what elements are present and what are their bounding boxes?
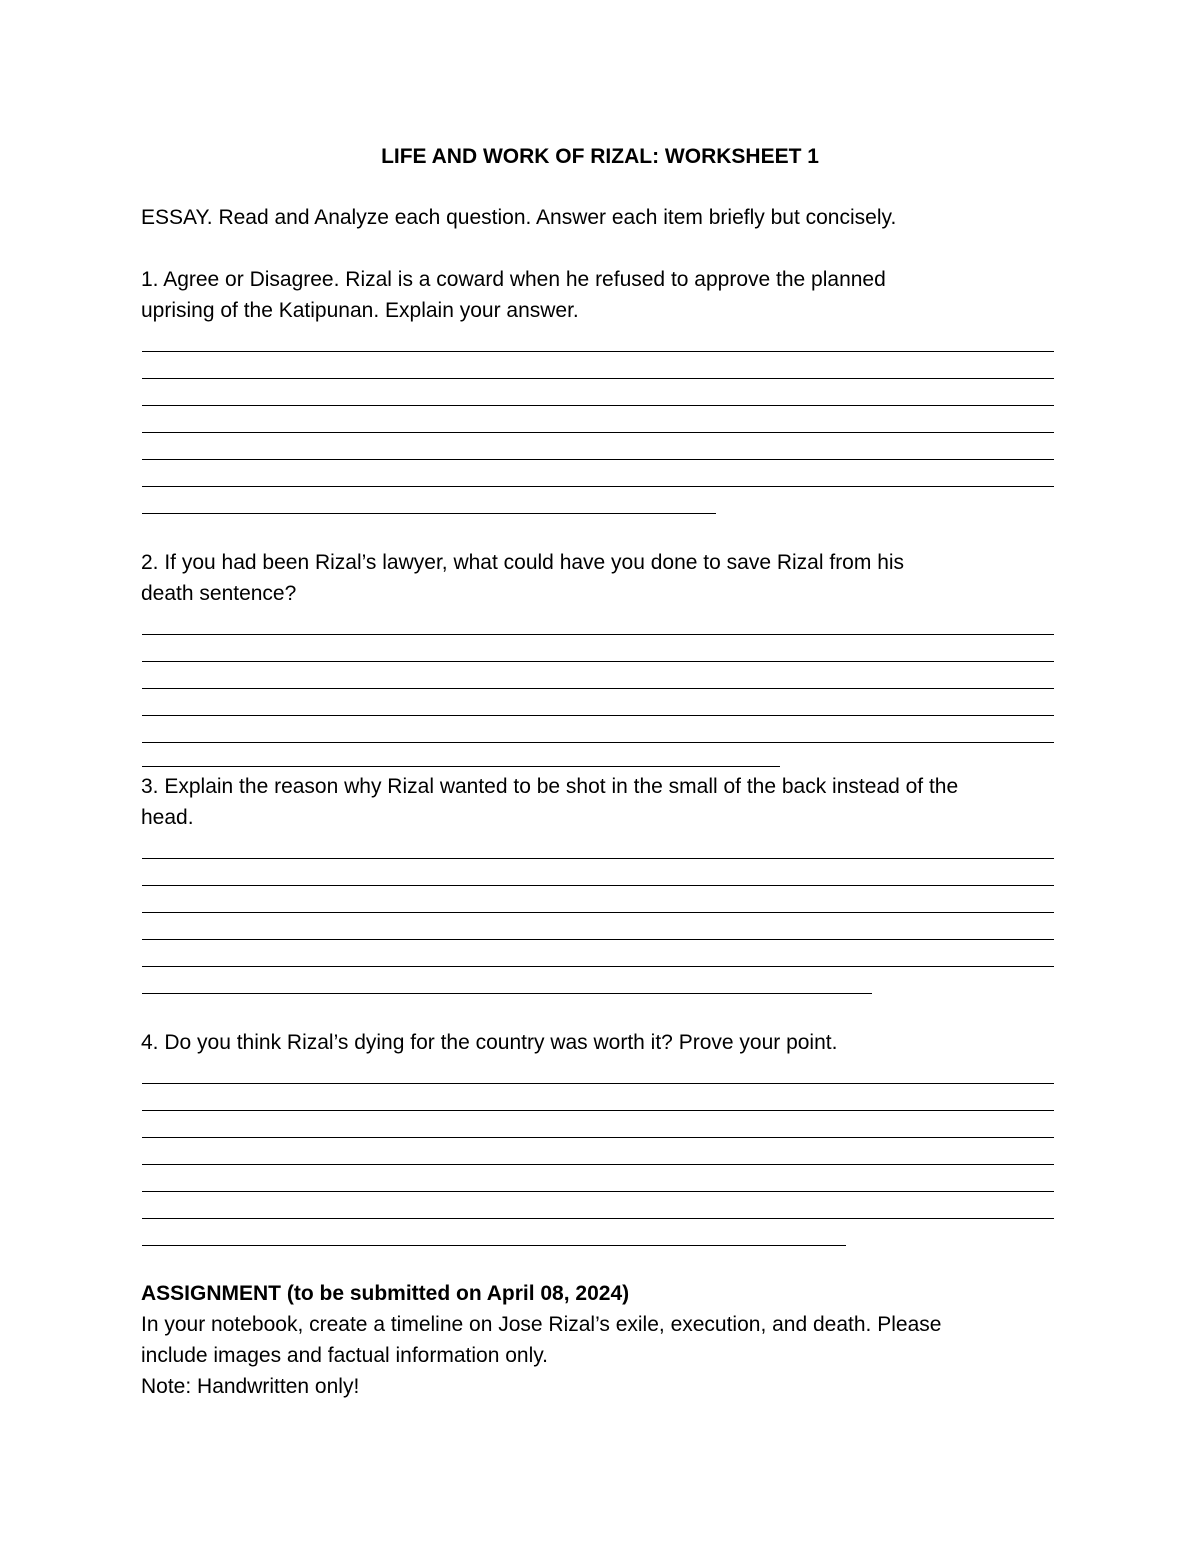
question-1-line-1: 1. Agree or Disagree. Rizal is a coward when he refused to approve the planned xyxy=(141,268,886,291)
answer-line-1-1[interactable] xyxy=(142,351,1054,352)
answer-line-2-4[interactable] xyxy=(142,715,1054,716)
answer-line-4-4[interactable] xyxy=(142,1164,1054,1165)
answer-line-1-6[interactable] xyxy=(142,486,1054,487)
worksheet-title: LIFE AND WORK OF RIZAL: WORKSHEET 1 xyxy=(381,145,819,168)
answer-line-1-7[interactable] xyxy=(142,513,716,514)
answer-line-3-2[interactable] xyxy=(142,885,1054,886)
question-4-line-1: 4. Do you think Rizal’s dying for the country was worth it? Prove your point. xyxy=(141,1031,838,1054)
answer-line-2-5[interactable] xyxy=(142,742,1054,743)
answer-line-4-7[interactable] xyxy=(142,1245,846,1246)
answer-line-3-5[interactable] xyxy=(142,966,1054,967)
question-2-line-1: 2. If you had been Rizal’s lawyer, what could have you done to save Rizal from his xyxy=(141,551,905,574)
answer-line-2-1[interactable] xyxy=(142,634,1054,635)
answer-line-4-5[interactable] xyxy=(142,1191,1054,1192)
assignment-heading: ASSIGNMENT (to be submitted on April 08, 2024) xyxy=(141,1282,630,1305)
answer-line-2-3[interactable] xyxy=(142,688,1054,689)
answer-line-2-2[interactable] xyxy=(142,661,1054,662)
answer-line-2-6[interactable] xyxy=(142,766,780,767)
answer-line-3-1[interactable] xyxy=(142,858,1054,859)
question-1-line-2: uprising of the Katipunan. Explain your answer. xyxy=(141,299,579,322)
answer-line-3-4[interactable] xyxy=(142,939,1054,940)
assignment-line-2: include images and factual information only. xyxy=(141,1344,549,1367)
answer-line-1-2[interactable] xyxy=(142,378,1054,379)
answer-line-3-6[interactable] xyxy=(142,993,872,994)
answer-line-4-1[interactable] xyxy=(142,1083,1054,1084)
answer-line-4-3[interactable] xyxy=(142,1137,1054,1138)
answer-line-1-5[interactable] xyxy=(142,459,1054,460)
answer-line-3-3[interactable] xyxy=(142,912,1054,913)
answer-line-4-6[interactable] xyxy=(142,1218,1054,1219)
essay-instructions: ESSAY. Read and Analyze each question. Answer each item briefly but concisely. xyxy=(141,206,897,229)
question-3-line-1: 3. Explain the reason why Rizal wanted to be shot in the small of the back instead of the xyxy=(141,775,959,798)
assignment-note: Note: Handwritten only! xyxy=(141,1375,360,1398)
question-3-line-2: head. xyxy=(141,806,194,829)
answer-line-4-2[interactable] xyxy=(142,1110,1054,1111)
answer-line-1-4[interactable] xyxy=(142,432,1054,433)
answer-line-1-3[interactable] xyxy=(142,405,1054,406)
assignment-line-1: In your notebook, create a timeline on Jose Rizal’s exile, execution, and death. Please xyxy=(141,1313,942,1336)
question-2-line-2: death sentence? xyxy=(141,582,297,605)
